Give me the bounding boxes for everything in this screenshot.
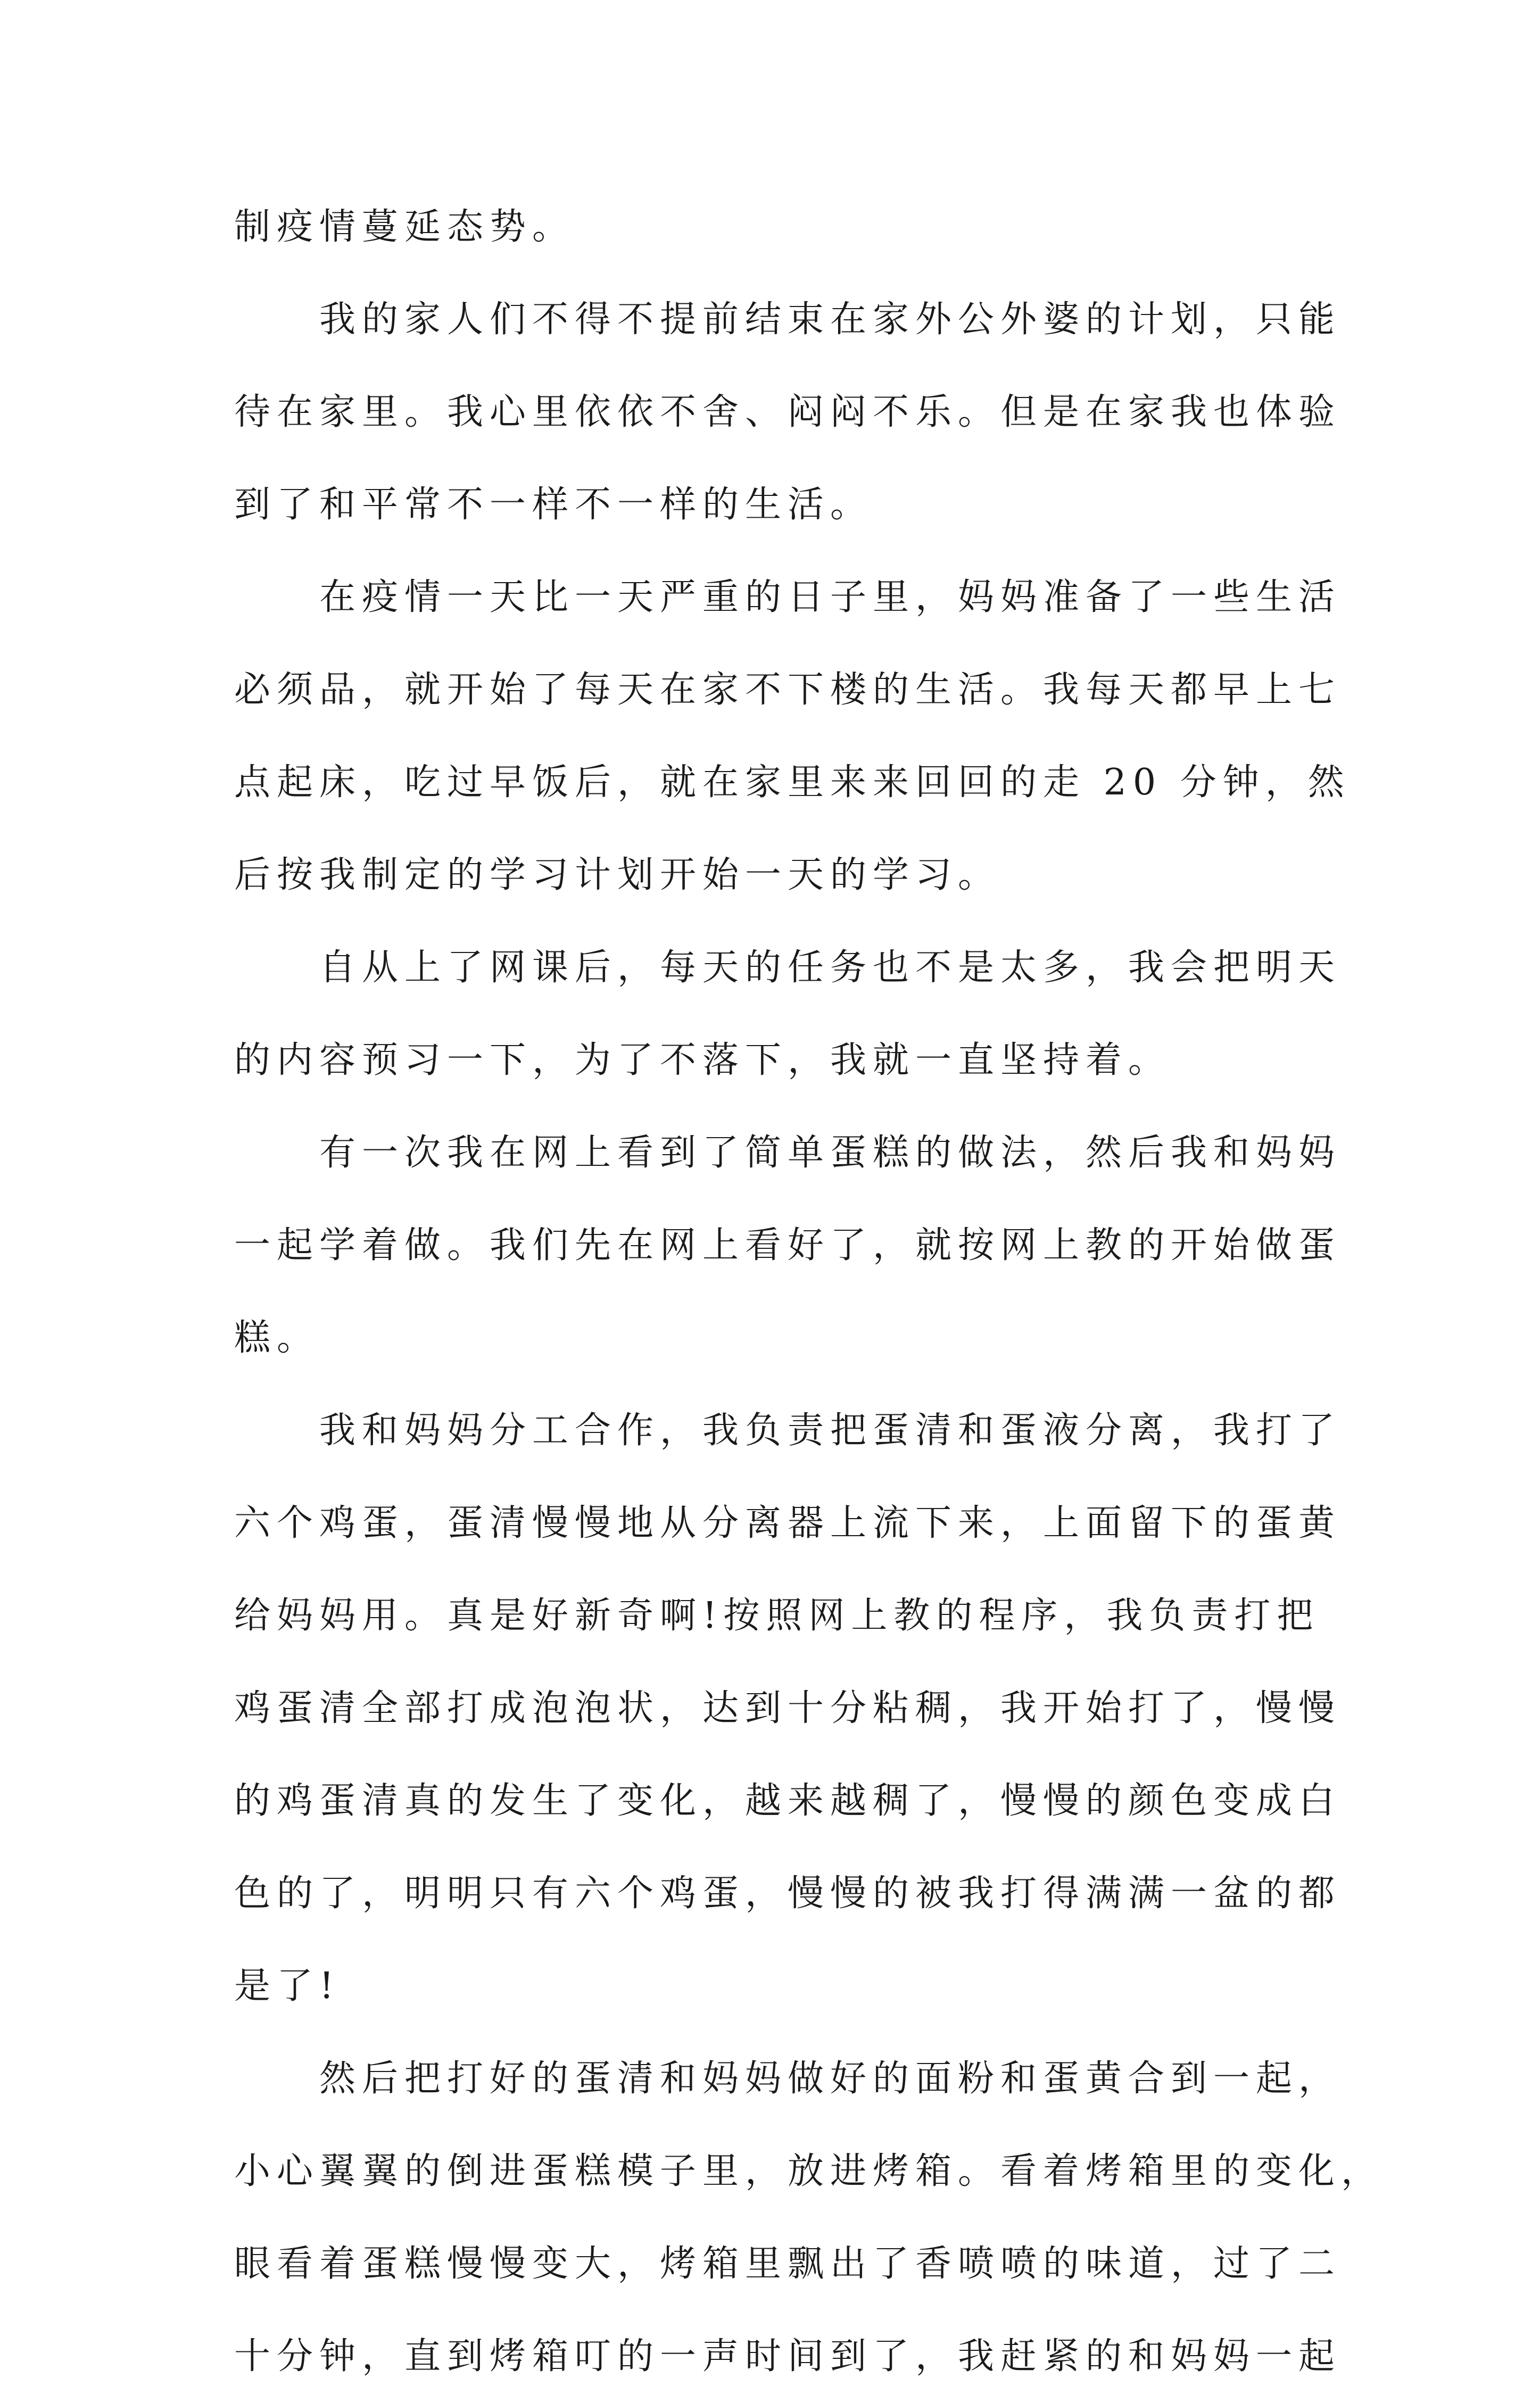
text-line: 点起床，吃过早饭后，就在家里来来回回的走 20 分钟，然 — [234, 761, 1351, 803]
text-line: 我的家人们不得不提前结束在家外公外婆的计划，只能 — [319, 299, 1342, 341]
text-line: 待在家里。我心里依依不舍、闷闷不乐。但是在家我也体验 — [234, 391, 1342, 433]
text-line: 然后把打好的蛋清和妈妈做好的面粉和蛋黄合到一起， — [319, 2058, 1342, 2100]
text-line: 色的了，明明只有六个鸡蛋，慢慢的被我打得满满一盆的都 — [234, 1872, 1342, 1915]
text-line: 在疫情一天比一天严重的日子里，妈妈准备了一些生活 — [319, 576, 1342, 618]
text-line: 自从上了网课后，每天的任务也不是太多，我会把明天 — [319, 947, 1342, 989]
document-body — [234, 181, 1384, 2403]
text-line: 糕。 — [234, 1317, 320, 1359]
paragraph — [234, 1107, 1342, 1385]
text-line: 必须品，就开始了每天在家不下楼的生活。我每天都早上七 — [234, 669, 1342, 711]
text-line: 制疫情蔓延态势。 — [234, 206, 575, 248]
text-line: 是了! — [234, 1965, 341, 2007]
text-line: 后按我制定的学习计划开始一天的学习。 — [234, 854, 1001, 896]
text-line: 一起学着做。我们先在网上看好了，就按网上教的开始做蛋 — [234, 1224, 1342, 1266]
text-line: 给妈妈用。真是好新奇啊!按照网上教的程序，我负责打把 — [234, 1595, 1320, 1637]
text-line: 我和妈妈分工合作，我负责把蛋清和蛋液分离，我打了 — [319, 1410, 1342, 1452]
text-line: 十分钟，直到烤箱叮的一声时间到了，我赶紧的和妈妈一起 — [234, 2335, 1342, 2377]
text-line: 眼看着蛋糕慢慢变大，烤箱里飘出了香喷喷的味道，过了二 — [234, 2243, 1342, 2285]
paragraph — [234, 922, 1342, 1107]
paragraph — [234, 551, 1351, 922]
paragraph — [234, 2033, 1384, 2403]
text-line: 的鸡蛋清真的发生了变化，越来越稠了，慢慢的颜色变成白 — [234, 1780, 1342, 1822]
text-line: 小心翼翼的倒进蛋糕模子里，放进烤箱。看着烤箱里的变化， — [234, 2150, 1384, 2192]
text-line: 鸡蛋清全部打成泡泡状，达到十分粘稠，我开始打了，慢慢 — [234, 1687, 1342, 1729]
text-line: 有一次我在网上看到了简单蛋糕的做法，然后我和妈妈 — [319, 1132, 1342, 1174]
paragraph — [234, 1385, 1342, 2033]
text-line: 到了和平常不一样不一样的生活。 — [234, 484, 873, 526]
text-line: 六个鸡蛋，蛋清慢慢地从分离器上流下来，上面留下的蛋黄 — [234, 1502, 1342, 1544]
paragraph — [234, 181, 1320, 274]
text-line: 的内容预习一下，为了不落下，我就一直坚持着。 — [234, 1039, 1171, 1081]
paragraph — [234, 274, 1342, 551]
